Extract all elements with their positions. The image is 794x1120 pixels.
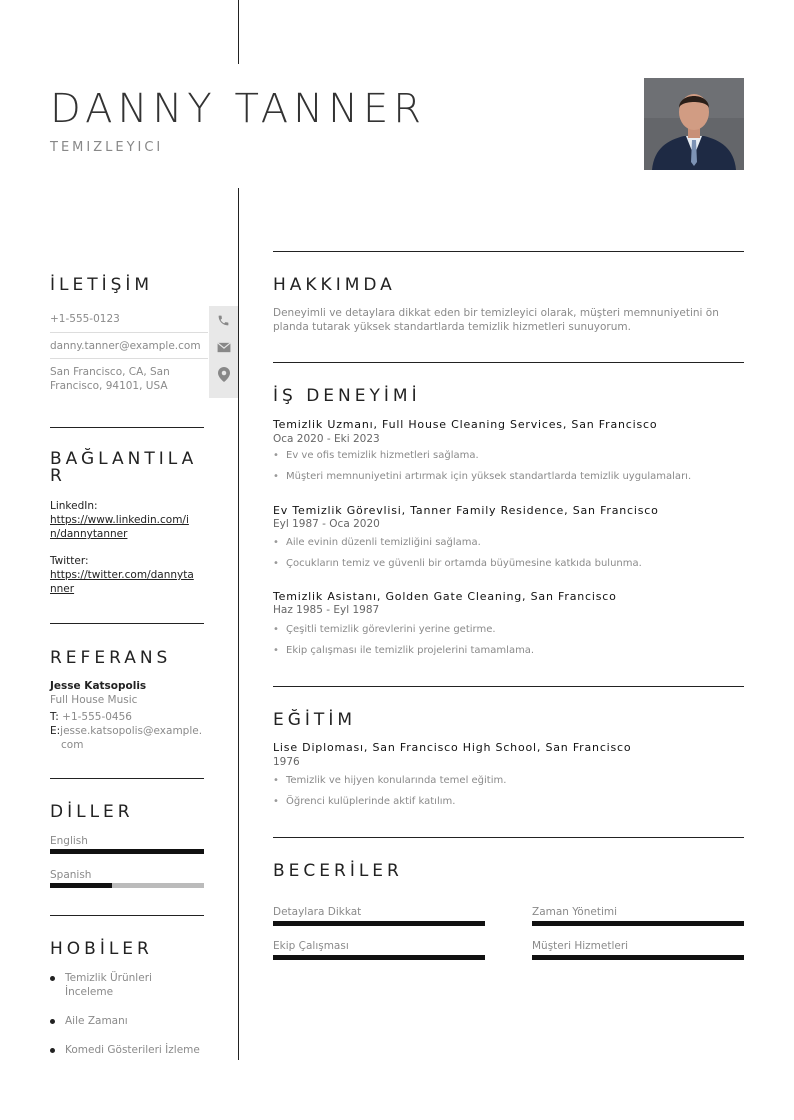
reference-company: Full House Music: [50, 694, 138, 706]
job-date: Eyl 1987 - Oca 2020: [273, 518, 380, 530]
references-heading: REFERANS: [50, 648, 172, 668]
twitter-link[interactable]: https://twitter.com/dannyta: [50, 569, 194, 581]
reference-name: Jesse Katsopolis: [50, 680, 147, 692]
skill-level-bar: [273, 921, 485, 926]
linkedin-block: [50, 499, 208, 541]
section-divider: [273, 362, 744, 363]
hobbies-heading: HOBİLER: [50, 939, 153, 959]
links-heading-line: R: [50, 466, 66, 486]
section-divider: [50, 915, 204, 916]
top-divider-line: [238, 0, 239, 64]
profile-photo: [644, 78, 744, 170]
contact-divider: [50, 332, 208, 333]
reference-email-label: E:: [50, 725, 61, 737]
language-name: Spanish: [50, 869, 92, 881]
reference-phone: +1-555-0456: [62, 711, 132, 723]
about-line: Deneyimli ve detaylara dikkat eden bir temizleyici olarak, müşteri memnuniyetini ön: [273, 307, 719, 319]
education-date: 1976: [273, 756, 300, 768]
about-line: planda tutarak yüksek standartlarda temizlik hizmetleri sunuyorum.: [273, 321, 631, 333]
hobby-item: Aile Zamanı: [65, 1015, 128, 1027]
job-title: Ev Temizlik Görevlisi, Tanner Family Residence, San Francisco: [273, 504, 659, 517]
education-heading: EĞİTİM: [273, 710, 356, 730]
contact-address: [50, 365, 208, 393]
linkedin-link[interactable]: https://www.linkedin.com/i: [50, 514, 189, 526]
job-bullet: • Müşteri memnuniyetini artırmak için yüksek standartlarda temizlik uygulamaları.: [273, 471, 691, 482]
links-heading-line: BAĞLANTILA: [50, 449, 198, 469]
job-date: Oca 2020 - Eki 2023: [273, 433, 380, 445]
skill-level-bar: [532, 921, 744, 926]
skill-name: Müşteri Hizmetleri: [532, 940, 629, 952]
contact-phone: +1-555-0123: [50, 313, 120, 325]
links-heading: [50, 451, 197, 485]
language-name: English: [50, 835, 88, 847]
section-divider: [50, 427, 204, 428]
contact-heading: İLETİŞİM: [50, 275, 154, 295]
twitter-block: [50, 554, 208, 596]
column-divider-line: [238, 188, 239, 1060]
contact-email[interactable]: danny.tanner@example.com: [50, 340, 201, 352]
job-bullet: • Ekip çalışması ile temizlik projelerini tamamlama.: [273, 645, 534, 656]
job-bullet: • Ev ve ofis temizlik hizmetleri sağlama.: [273, 450, 479, 461]
twitter-link[interactable]: nner: [50, 583, 75, 595]
about-text: [273, 306, 744, 334]
phone-icon: [209, 307, 238, 333]
section-divider: [50, 778, 204, 779]
linkedin-link[interactable]: n/dannytanner: [50, 528, 128, 540]
location-pin-icon: [209, 361, 238, 387]
section-divider: [273, 251, 744, 252]
language-level-bar: [50, 883, 112, 888]
hobby-bullet: [50, 1048, 55, 1053]
skills-heading: BECERİLER: [273, 861, 403, 881]
job-date: Haz 1985 - Eyl 1987: [273, 604, 380, 616]
reference-email[interactable]: com: [61, 739, 84, 751]
reference-email[interactable]: jesse.katsopolis@example.: [60, 725, 203, 737]
job-title: Temizlik Asistanı, Golden Gate Cleaning, San Francisco: [273, 590, 617, 603]
job-bullet: • Çocukların temiz ve güvenli bir ortamda büyümesine katkıda bulunma.: [273, 558, 642, 569]
section-divider: [273, 686, 744, 687]
hobby-bullet: [50, 1019, 55, 1024]
reference-phone-label: T:: [50, 711, 59, 723]
languages-heading: DİLLER: [50, 802, 134, 822]
reference-phone-row: [50, 710, 208, 724]
mail-icon: [209, 334, 238, 360]
candidate-name: DANNY TANNER: [50, 86, 427, 132]
hobby-item: [65, 971, 152, 999]
linkedin-label: LinkedIn:: [50, 500, 98, 512]
education-bullet: • Temizlik ve hijyen konularında temel eğitim.: [273, 775, 506, 786]
education-bullet: • Öğrenci kulüplerinde aktif katılım.: [273, 796, 455, 807]
skill-level-bar: [273, 955, 485, 960]
address-line: San Francisco, CA, San: [50, 366, 170, 378]
reference-email-row: [50, 724, 208, 752]
job-bullet: • Çeşitli temizlik görevlerini yerine getirme.: [273, 624, 496, 635]
skill-name: Ekip Çalışması: [273, 940, 349, 952]
experience-heading: İŞ DENEYİMİ: [273, 386, 421, 406]
hobby-line: Temizlik Ürünleri: [65, 972, 152, 984]
candidate-title: TEMIZLEYICI: [50, 140, 164, 155]
education-title: Lise Diploması, San Francisco High School, San Francisco: [273, 741, 632, 754]
job-bullet: • Aile evinin düzenli temizliğini sağlama.: [273, 537, 481, 548]
skill-name: Detaylara Dikkat: [273, 906, 362, 918]
language-level-bar: [50, 849, 204, 854]
about-heading: HAKKIMDA: [273, 275, 396, 295]
hobby-item: Komedi Gösterileri İzleme: [65, 1044, 200, 1056]
skill-name: Zaman Yönetimi: [532, 906, 618, 918]
section-divider: [273, 837, 744, 838]
contact-divider: [50, 358, 208, 359]
contact-icon-column: [209, 306, 238, 398]
twitter-label: Twitter:: [50, 555, 89, 567]
skill-level-bar: [532, 955, 744, 960]
job-title: Temizlik Uzmanı, Full House Cleaning Services, San Francisco: [273, 418, 658, 431]
section-divider: [50, 623, 204, 624]
hobby-line: İnceleme: [65, 986, 114, 998]
hobby-bullet: [50, 976, 55, 981]
address-line: Francisco, 94101, USA: [50, 380, 168, 392]
reference-entry: [50, 679, 208, 752]
